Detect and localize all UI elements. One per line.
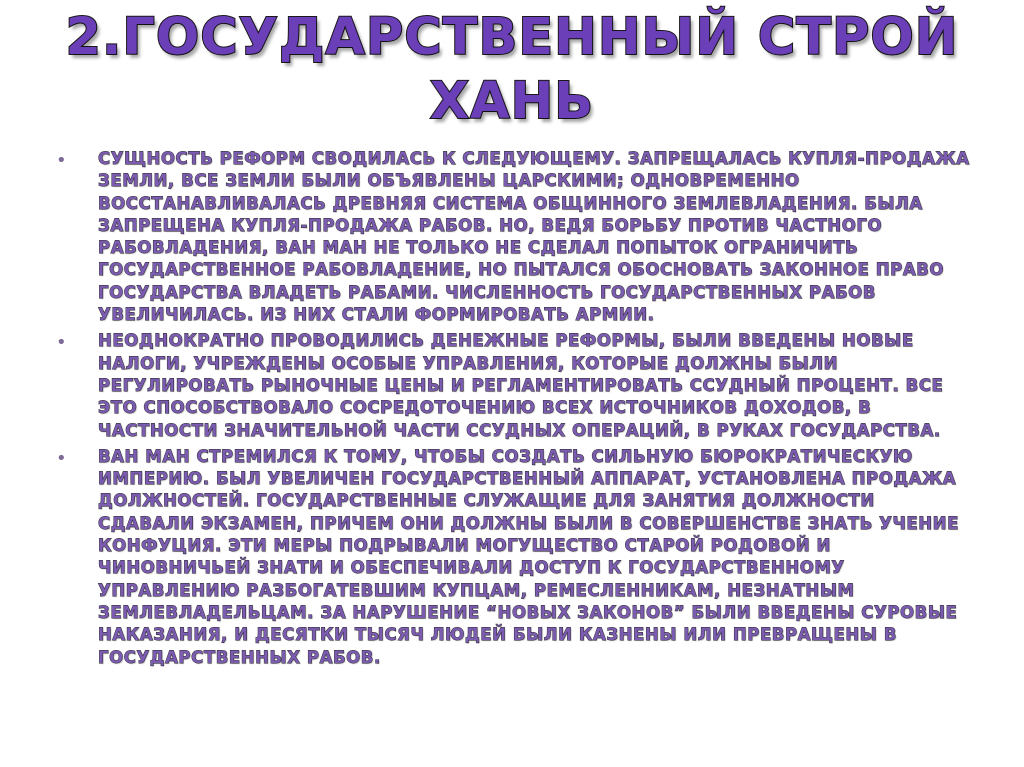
bullet-text: СУЩНОСТЬ РЕФОРМ СВОДИЛАСЬ К СЛЕДУЮЩЕМУ. ЗАПРЕЩАЛАСЬ КУПЛЯ-ПРОДАЖА ЗЕМЛИ, ВСЕ ЗЕМЛИ БЫЛИ ОБЪЯВЛЕНЫ ЦАРСКИМИ; ОДНОВРЕМЕННО ВОССТАНАВЛИВАЛАСЬ ДРЕВНЯЯ СИСТЕМА ОБЩИННОГО ЗЕМЛЕВЛАДЕНИЯ. БЫЛА ЗАПРЕЩЕНА КУПЛЯ-ПРОДАЖА РАБОВ. НО, ВЕДЯ БОРЬБУ ПРОТИВ ЧАСТНОГО РАБОВЛАДЕНИЯ, ВАН МАН НЕ ТОЛЬКО НЕ СДЕЛАЛ ПОПЫТОК ОГРАНИЧИТЬ ГОСУДАРСТВЕННОЕ РАБОВЛАДЕНИЕ, НО ПЫТАЛСЯ ОБОСНОВАТЬ ЗАКОННОЕ ПРАВО ГОСУДАРСТВА ВЛАДЕТЬ РАБАМИ. ЧИСЛЕННОСТЬ ГОСУДАРСТВЕННЫХ РАБОВ УВЕЛИЧИЛАСЬ. ИЗ НИХ СТАЛИ ФОРМИРОВАТЬ АРМИИ. — [98, 149, 970, 325]
bullet-item — [56, 148, 976, 326]
bullet-marker: • — [56, 332, 67, 354]
bullet-list — [56, 148, 976, 673]
bullet-marker: • — [56, 150, 67, 171]
bullet-text: НЕОДНОКРАТНО ПРОВОДИЛИСЬ ДЕНЕЖНЫЕ РЕФОРМЫ, БЫЛИ ВВЕДЕНЫ НОВЫЕ НАЛОГИ, УЧРЕЖДЕНЫ ОСОБЫЕ УПРАВЛЕНИЯ, КОТОРЫЕ ДОЛЖНЫ БЫЛИ РЕГУЛИРОВАТЬ РЫНОЧНЫЕ ЦЕНЫ И РЕГЛАМЕНТИРОВАТЬ ССУДНЫЙ ПРОЦЕНТ. ВСЕ ЭТО СПОСОБСТВОВАЛО СОСРЕДОТОЧЕНИЮ ВСЕХ ИСТОЧНИКОВ ДОХОДОВ, В ЧАСТНОСТИ ЗНАЧИТЕЛЬНОЙ ЧАСТИ ССУДНЫХ ОПЕРАЦИЙ, В РУКАХ ГОСУДАРСТВА. — [98, 331, 944, 440]
bullet-marker: • — [56, 447, 67, 469]
bullet-text: ВАН МАН СТРЕМИЛСЯ К ТОМУ, ЧТОБЫ СОЗДАТЬ СИЛЬНУЮ БЮРОКРАТИЧЕСКУЮ ИМПЕРИЮ. БЫЛ УВЕЛИЧЕН ГОСУДАРСТВЕННЫЙ АППАРАТ, УСТАНОВЛЕНА ПРОДАЖА ДОЛЖНОСТЕЙ. ГОСУДАРСТВЕННЫЕ СЛУЖАЩИЕ ДЛЯ ЗАНЯТИЯ ДОЛЖНОСТИ СДАВАЛИ ЭКЗАМЕН, ПРИЧЕМ ОНИ ДОЛЖНЫ БЫЛИ В СОВЕРШЕНСТВЕ ЗНАТЬ УЧЕНИЕ КОНФУЦИЯ. ЭТИ МЕРЫ ПОДРЫВАЛИ МОГУЩЕСТВО СТАРОЙ РОДОВОЙ И ЧИНОВНИЧЬЕЙ ЗНАТИ И ОБЕСПЕЧИВАЛИ ДОСТУП К ГОСУДАРСТВЕННОМУ УПРАВЛЕНИЮ РАЗБОГАТЕВШИМ КУПЦАМ, РЕМЕСЛЕННИКАМ, НЕЗНАТНЫМ ЗЕМЛЕВЛАДЕЛЬЦАМ. ЗА НАРУШЕНИЕ “НОВЫХ ЗАКОНОВ” БЫЛИ ВВЕДЕНЫ СУРОВЫЕ НАКАЗАНИЯ, И ДЕСЯТКИ ТЫСЯЧ ЛЮДЕЙ БЫЛИ КАЗНЕНЫ ИЛИ ПРЕВРАЩЕНЫ В ГОСУДАРСТВЕННЫХ РАБОВ. — [98, 446, 959, 667]
slide-title: 2.ГОСУДАРСТВЕННЫЙ СТРОЙ ХАНЬ — [65, 8, 959, 131]
bullet-item — [56, 446, 976, 669]
bullet-item — [56, 330, 976, 441]
